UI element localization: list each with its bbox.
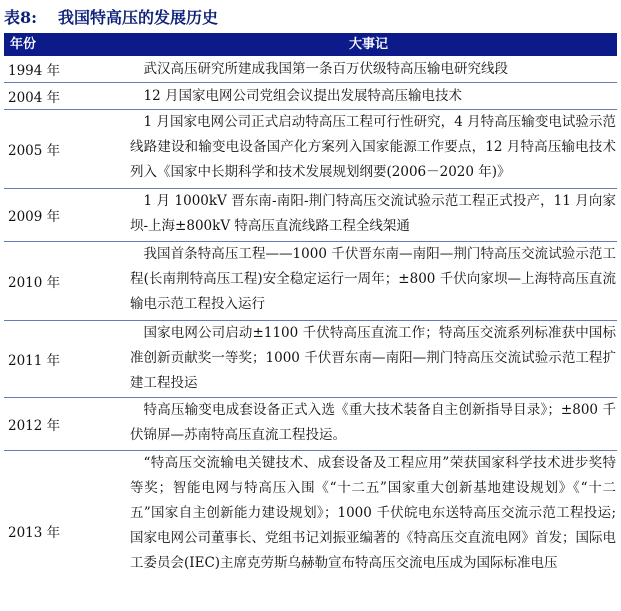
row-event: 国家电网公司启动±1100 千伏特高压直流工作；特高压交流系列标准获中国标准创新贡献奖一等奖；1000 千伏晋东南—南阳—荆门特高压交流试验示范工程扩建工程投运 xyxy=(130,325,616,391)
table-row xyxy=(4,242,617,321)
row-event: 我国首条特高压工程——1000 千伏晋东南—南阳—荆门特高压交流试验示范工程(长南荆特高压工程)安全稳定运行一周年；±800 千伏向家坝—上海特高压直流输电示范工程投入运行 xyxy=(130,246,616,312)
row-year: 2012 年 xyxy=(8,418,61,434)
header-event: 大事记 xyxy=(349,37,389,52)
table-row xyxy=(4,110,617,189)
table-row xyxy=(4,189,617,242)
table-body xyxy=(4,56,617,611)
row-year: 2011 年 xyxy=(8,353,61,369)
header-year: 年份 xyxy=(10,37,37,52)
row-event: 1 月 1000kV 晋东南-南阳-荆门特高压交流试验示范工程正式投产，11 月向家坝-上海±800kV 特高压直流线路工程全线架通 xyxy=(130,193,616,234)
table-row xyxy=(4,398,617,451)
row-year: 2010 年 xyxy=(8,275,61,291)
row-event: 特高压输变电成套设备正式入选《重大技术装备自主创新指导目录》；±800 千伏锦屏—苏南特高压直流工程投运。 xyxy=(130,402,616,443)
row-event: 1 月国家电网公司正式启动特高压工程可行性研究，4 月特高压输变电试验示范线路建设和输变电设备国产化方案列入国家能源工作要点，12 月特高压输电技术列入《国家中长期科学和技术发展规划纲要(2006－2020 年)》 xyxy=(130,114,616,180)
row-event: 武汉高压研究所建成我国第一条百万伏级特高压输电研究线段 xyxy=(143,61,508,77)
table-title xyxy=(4,5,218,31)
table-row xyxy=(4,321,617,398)
row-year: 1994 年 xyxy=(8,63,61,79)
row-year: 2009 年 xyxy=(8,209,61,225)
table-row xyxy=(4,56,617,83)
table-title-text: 我国特高压的发展历史 xyxy=(58,8,219,27)
row-event: 12 月国家电网公司党组会议提出发展特高压输电技术 xyxy=(143,88,462,104)
table-number: 表8: xyxy=(4,8,38,27)
row-event: “特高压交流输电关键技术、成套设备及工程应用”荣获国家科学技术进步奖特等奖；智能电网与特高压入围《“十二五”国家重大创新基地建设规划》《“十二五”国家自主创新能力建设规划》；1000 千伏皖电东送特高压交流示范工程投运;国家电网公司董事长、党组书记刘振亚编著的《特高压交直流电网》首发；国际电工委员会(IEC)主席克劳斯乌赫勒宣布特高压交流电压成为国际标准电压 xyxy=(130,455,616,571)
table-row xyxy=(4,83,617,110)
row-year: 2004 年 xyxy=(8,90,61,106)
row-year: 2005 年 xyxy=(8,143,61,159)
row-year: 2013 年 xyxy=(8,525,61,541)
table-header xyxy=(4,33,617,56)
table-row xyxy=(4,451,617,611)
